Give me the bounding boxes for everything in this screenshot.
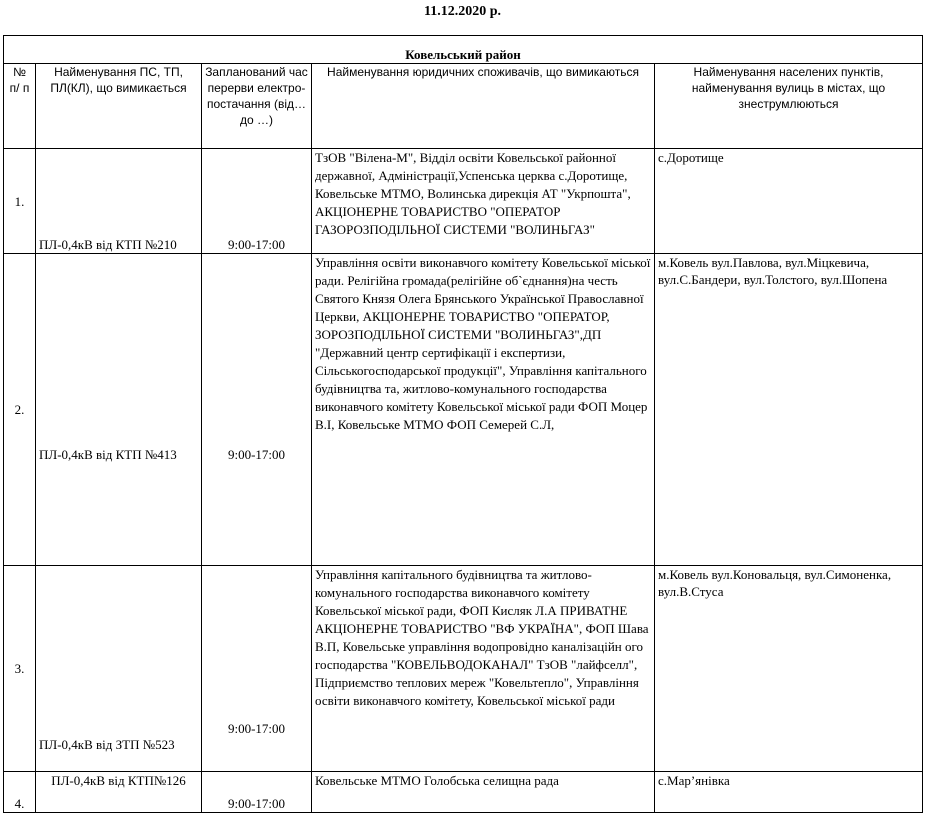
table-row	[4, 149, 923, 254]
row-num: 4.	[4, 772, 36, 813]
region-title: Ковельський район	[4, 36, 923, 64]
row-num: 3.	[4, 566, 36, 772]
row-substation: ПЛ-0,4кВ від КТП №210	[36, 149, 202, 254]
table-row	[4, 772, 923, 813]
row-consumers: Управління освіти виконавчого комітету Ковельської міської ради. Релігійна громада(релігійне об`єднання)на честь Святого Князя Олега Брянського Української Православної Церкви, АКЦІОНЕРНЕ ТОВАРИСТВО "ОПЕРАТОР, ЗОРОЗПОДІЛЬНОЇ СИСТЕМИ "ВОЛИНЬГАЗ",ДП "Державний центр сертифікації і експертизи, Сільськогосподарської продукції", Управління капітального будівництва та, житлово-комунального господарства виконавчого комітету Ковельської міської ради ФОП Моцер В.І, Ковельське МТМО ФОП Семерей С.Л,	[312, 254, 655, 566]
row-time: 9:00-17:00	[202, 566, 312, 772]
document-date: 11.12.2020 р.	[423, 4, 501, 19]
header-settlements: Найменування населених пунктів, найменування вулиць в містах, що знеструмлюються	[655, 64, 923, 149]
row-substation: ПЛ-0,4кВ від ЗТП №523	[36, 566, 202, 772]
outage-table	[3, 35, 923, 813]
header-consumers: Найменування юридичних споживачів, що вимикаються	[312, 64, 655, 149]
row-consumers: Управління капітального будівництва та житлово-комунального господарства виконавчого комітету Ковельської міської ради, ФОП Кисляк Л.А ПРИВАТНЕ АКЦІОНЕРНЕ ТОВАРИСТВО "ВФ УКРАЇНА", ФОП Шава В.П, Ковельське управління водопровідно каналізаційн ого господарства "КОВЕЛЬВОДОКАНАЛ" ТзОВ "лайфселл", Підприємство теплових мереж "Ковельтепло", Управління освіти виконавчого комітету, Ковельської міської ради	[312, 566, 655, 772]
row-time: 9:00-17:00	[202, 772, 312, 813]
row-settlements: с.Доротище	[655, 149, 923, 254]
table-row	[4, 254, 923, 566]
row-num: 1.	[4, 149, 36, 254]
row-consumers: ТзОВ "Вілена-М", Відділ освіти Ковельської районної державної, Адміністрації,Успенська церква с.Доротище, Ковельське МТМО, Волинська дирекція АТ "Укрпошта", АКЦІОНЕРНЕ ТОВАРИСТВО "ОПЕРАТОР ГАЗОРОЗПОДІЛЬНОЇ СИСТЕМИ "ВОЛИНЬГАЗ"	[312, 149, 655, 254]
header-time: Запланований час перерви електро-постачання (від… до …)	[202, 64, 312, 149]
header-num: № п/ п	[4, 64, 36, 149]
row-settlements: м.Ковель вул.Коновальця, вул.Симоненка, вул.В.Стуса	[655, 566, 923, 772]
row-consumers: Ковельське МТМО Голобська селищна рада	[312, 772, 655, 813]
row-substation: ПЛ-0,4кВ від КТП №413	[36, 254, 202, 566]
row-num: 2.	[4, 254, 36, 566]
row-settlements: м.Ковель вул.Павлова, вул.Міцкевича, вул.С.Бандери, вул.Толстого, вул.Шопена	[655, 254, 923, 566]
header-substation: Найменування ПС, ТП, ПЛ(КЛ), що вимикається	[36, 64, 202, 149]
row-substation: ПЛ-0,4кВ від КТП№126	[36, 772, 202, 813]
table-header-row	[4, 64, 923, 149]
row-time: 9:00-17:00	[202, 254, 312, 566]
row-time: 9:00-17:00	[202, 149, 312, 254]
row-settlements: с.Мар’янівка	[655, 772, 923, 813]
table-row	[4, 566, 923, 772]
